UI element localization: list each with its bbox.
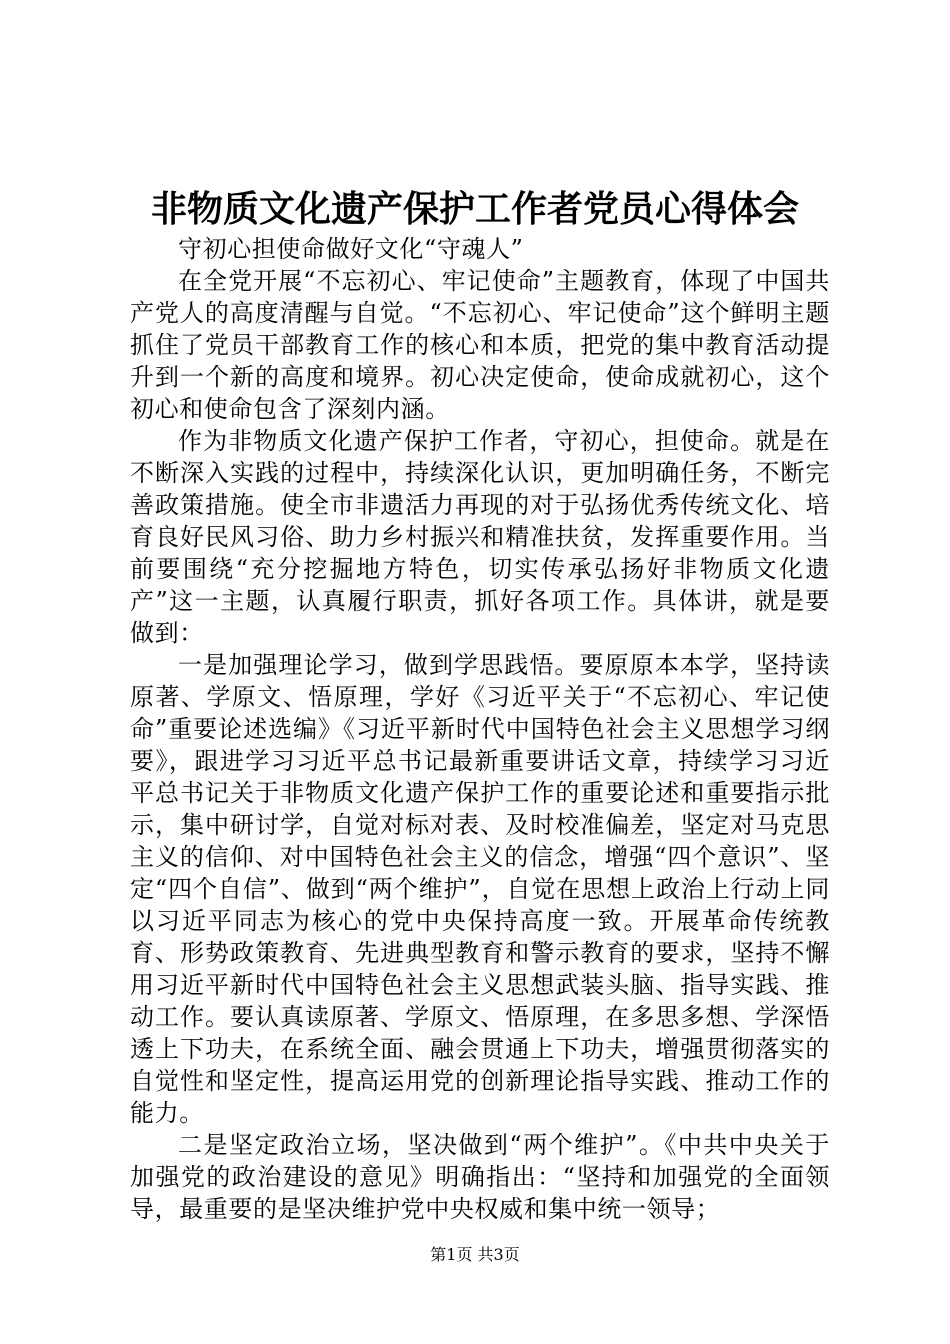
paragraph: 二是坚定政治立场，坚决做到“两个维护”。《中共中央关于加强党的政治建设的意见》明确指出：“坚持和加强党的全面领导，最重要的是坚决维护党中央权威和集中统一领导；	[130, 1131, 830, 1223]
page-footer: 第1页 共3页	[430, 1245, 520, 1264]
paragraph: 一是加强理论学习，做到学思践悟。要原原本本学，坚持读原著、学原文、悟原理，学好《习近平关于“不忘初心、牢记使命”重要论述选编》《习近平新时代中国特色社会主义思想学习纲要》，跟进学习习近平总书记最新重要讲话文章，持续学习习近平总书记关于非物质文化遗产保护工作的重要论述和重要指示批示，集中研讨学，自觉对标对表、及时校准偏差，坚定对马克思主义的信仰、对中国特色社会主义的信念，增强“四个意识”、坚定“四个自信”、做到“两个维护”，自觉在思想上政治上行动上同以习近平同志为核心的党中央保持高度一致。开展革命传统教育、形势政策教育、先进典型教育和警示教育的要求，坚持不懈用习近平新时代中国特色社会主义思想武装头脑、指导实践、推动工作。要认真读原著、学原文、悟原理，在多思多想、学深悟透上下功夫，在系统全面、融会贯通上下功夫，增强贯彻落实的自觉性和坚定性，提高运用党的创新理论指导实践、推动工作的能力。	[130, 651, 830, 1127]
document-body	[130, 233, 830, 1225]
subtitle: 守初心担使命做好文化“守魂人”	[178, 235, 524, 263]
paragraph: 作为非物质文化遗产保护工作者，守初心，担使命。就是在不断深入实践的过程中，持续深化认识，更加明确任务，不断完善政策措施。使全市非遗活力再现的对于弘扬优秀传统文化、培育良好民风习俗、助力乡村振兴和精准扶贫，发挥重要作用。当前要围绕“充分挖掘地方特色，切实传承弘扬好非物质文化遗产”这一主题，认真履行职责，抓好各项工作。具体讲，就是要做到：	[130, 427, 830, 647]
document-title: 非物质文化遗产保护工作者党员心得体会	[150, 189, 799, 230]
paragraph: 在全党开展“不忘初心、牢记使命”主题教育，体现了中国共产党人的高度清醒与自觉。“不忘初心、牢记使命”这个鲜明主题抓住了党员干部教育工作的核心和本质，把党的集中教育活动提升到一个新的高度和境界。初心决定使命，使命成就初心，这个初心和使命包含了深刻内涵。	[130, 267, 830, 423]
